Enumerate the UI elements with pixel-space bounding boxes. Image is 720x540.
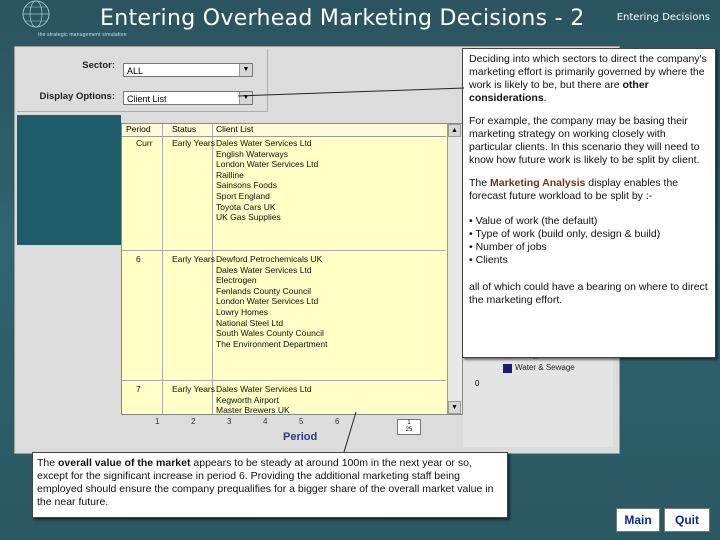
row-status: Early Years bbox=[172, 384, 215, 394]
quit-button[interactable]: Quit bbox=[664, 508, 710, 532]
display-options-select[interactable] bbox=[123, 91, 253, 105]
column-header-clients: Client List bbox=[216, 124, 254, 134]
row-client-list bbox=[216, 384, 312, 416]
list-item: London Water Services Ltd bbox=[216, 296, 319, 307]
callout-text: The bbox=[469, 177, 491, 189]
row-status: Early Years bbox=[172, 138, 215, 148]
scroll-up-icon[interactable]: ▲ bbox=[448, 124, 461, 137]
sector-label: Sector: bbox=[82, 60, 115, 71]
callout-text: Deciding into which sectors to direct the company's marketing effort is primarily governed by where the work is likely to be, but there are bbox=[469, 53, 707, 91]
list-item: Fenlands County Council bbox=[216, 285, 311, 296]
info-callout-right bbox=[462, 48, 716, 358]
x-tick: 6 bbox=[335, 417, 340, 426]
callout-emphasis: other considerations bbox=[469, 79, 649, 104]
y-tick: 0 bbox=[475, 379, 480, 388]
list-item: Sainsons Foods bbox=[216, 180, 277, 191]
list-item: South Wales County Council bbox=[216, 328, 324, 339]
callout-paragraph bbox=[37, 457, 503, 509]
list-item: • Number of jobs bbox=[469, 241, 547, 253]
scroll-down-icon[interactable]: ▼ bbox=[448, 401, 461, 414]
column-header-period: Period bbox=[126, 124, 151, 134]
page-current: 1 bbox=[407, 420, 411, 426]
display-options-value: Client List bbox=[127, 94, 167, 104]
grid-divider bbox=[162, 124, 163, 414]
callout-text: appears to be steady at around 100m in the next year or so, except for the significant increase in period 6. Providing the additional marketing staff being employed should ensure the company prequalifies for a bigger share of the overall market value in the near future. bbox=[37, 457, 494, 508]
chevron-down-icon[interactable]: ▼ bbox=[239, 92, 252, 104]
callout-paragraph bbox=[469, 53, 709, 105]
x-tick: 1 bbox=[155, 417, 160, 426]
legend-item bbox=[503, 363, 575, 372]
list-item: Kegworth Airport bbox=[216, 394, 279, 405]
legend-label: Water & Sewage bbox=[515, 363, 575, 373]
sector-select[interactable] bbox=[123, 63, 253, 77]
list-item: The Environment Department bbox=[216, 338, 328, 349]
callout-highlight: Marketing Analysis bbox=[490, 177, 586, 189]
grid-divider bbox=[122, 250, 446, 251]
list-item: Dales Water Services Ltd bbox=[216, 384, 312, 394]
x-tick: 3 bbox=[227, 417, 232, 426]
list-item: • Value of work (the default) bbox=[469, 215, 598, 227]
callout-bullet-list bbox=[469, 215, 709, 267]
grid-divider bbox=[122, 380, 446, 381]
tagline: the strategic management simulation bbox=[38, 32, 127, 38]
list-item: Master Brewers UK bbox=[216, 405, 290, 416]
row-client-list bbox=[216, 254, 328, 349]
column-header-status: Status bbox=[172, 124, 197, 134]
list-item: • Clients bbox=[469, 254, 508, 266]
filter-panel bbox=[17, 49, 268, 112]
list-item: Railline bbox=[216, 169, 244, 180]
list-item: Dewford Petrochemicals UK bbox=[216, 254, 323, 264]
page-title: Entering Overhead Marketing Decisions - 2 bbox=[100, 6, 585, 31]
row-period: 7 bbox=[136, 384, 141, 394]
list-item: National Steel Ltd bbox=[216, 317, 284, 328]
info-callout-bottom bbox=[32, 452, 508, 518]
x-axis-title: Period bbox=[283, 431, 318, 443]
row-status: Early Years bbox=[172, 254, 215, 264]
list-item: Electrogen bbox=[216, 275, 257, 286]
row-period: 6 bbox=[136, 254, 141, 264]
main-button[interactable]: Main bbox=[616, 508, 660, 532]
list-item: Lowry Homes bbox=[216, 306, 268, 317]
list-item: Dales Water Services Ltd bbox=[216, 138, 312, 148]
callout-pointer-right bbox=[238, 86, 464, 100]
x-tick: 2 bbox=[191, 417, 196, 426]
x-tick: 5 bbox=[299, 417, 304, 426]
callout-emphasis: overall value of the market bbox=[58, 457, 191, 469]
callout-pointer-bottom bbox=[336, 410, 366, 454]
callout-paragraph bbox=[469, 177, 709, 203]
callout-paragraph: For example, the company may be basing their marketing strategy on working closely with particular clients. In this scenario they will need to know how future work is likely to be split by client. bbox=[469, 115, 700, 166]
section-subtitle: Entering Decisions bbox=[616, 12, 710, 23]
page-indicator[interactable] bbox=[397, 419, 421, 435]
side-panel bbox=[17, 115, 121, 245]
list-item: Toyota Cars UK bbox=[216, 201, 276, 212]
sector-value: ALL bbox=[127, 66, 144, 76]
list-item: English Waterways bbox=[216, 148, 288, 159]
chevron-down-icon[interactable]: ▼ bbox=[239, 64, 252, 76]
row-client-list bbox=[216, 138, 318, 223]
x-tick: 4 bbox=[263, 417, 268, 426]
list-item: Dales Water Services Ltd bbox=[216, 264, 312, 275]
page-total: 25 bbox=[405, 427, 413, 433]
grid-divider bbox=[212, 124, 213, 414]
callout-paragraph: all of which could have a bearing on where to direct the marketing effort. bbox=[469, 281, 708, 306]
grid-scrollbar[interactable] bbox=[447, 124, 462, 414]
legend-swatch bbox=[503, 364, 512, 373]
client-list-grid[interactable] bbox=[121, 123, 463, 415]
grid-header bbox=[122, 124, 446, 137]
display-options-label: Display Options: bbox=[39, 91, 115, 102]
callout-text: The bbox=[37, 457, 59, 469]
list-item: Sport England bbox=[216, 190, 270, 201]
callout-text: display enables the forecast future workload to be split by :- bbox=[469, 177, 679, 202]
row-period: Curr bbox=[136, 138, 153, 148]
list-item: UK Gas Supplies bbox=[216, 212, 281, 223]
list-item: • Type of work (build only, design & build) bbox=[469, 228, 661, 240]
list-item: London Water Services Ltd bbox=[216, 159, 319, 170]
callout-text: . bbox=[543, 92, 547, 104]
